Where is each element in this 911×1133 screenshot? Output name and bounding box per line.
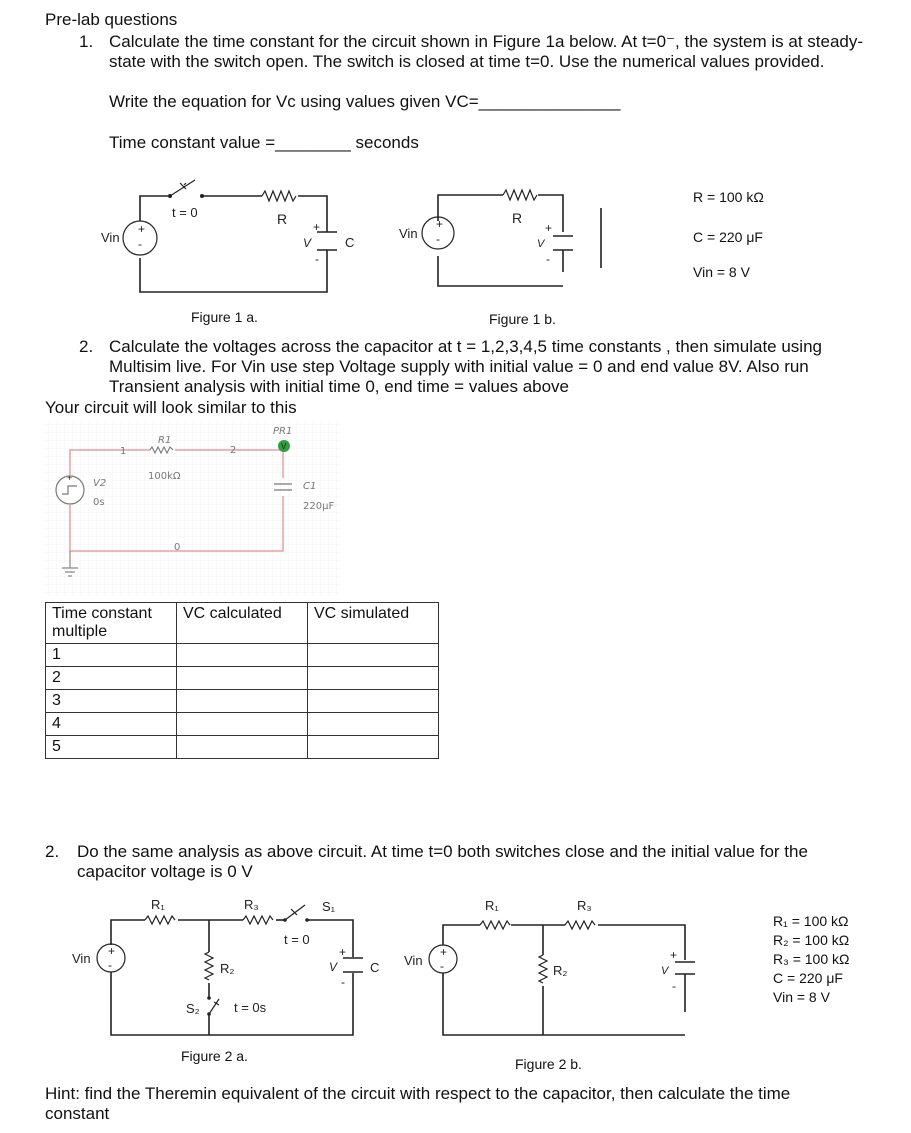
q2-number: 2.	[79, 337, 94, 356]
q1-number: 1.	[79, 32, 94, 51]
q2-line3: Transient analysis with initial time 0, end time = values above	[109, 377, 570, 396]
table-cell: 3	[46, 690, 177, 713]
q3-number: 2.	[45, 842, 60, 861]
fig1b-cap-minus: -	[546, 252, 550, 266]
value-r: R = 100 kΩ	[693, 189, 764, 205]
fig2a-src-plus: +	[108, 944, 116, 958]
fig2b-r3-icon	[565, 921, 595, 929]
multisim-r1-label: R1	[158, 435, 172, 446]
q3-line1: Do the same analysis as above circuit. At time t=0 both switches close and the initial value for the	[77, 842, 808, 861]
fig2a-s1-label: S₁	[322, 899, 336, 914]
multisim-c1-label: C1	[303, 481, 317, 492]
fig1a-r-label: R	[277, 211, 288, 227]
hint-line1: Hint: find the Theremin equivalent of the circuit with respect to the capacitor, then calculate the time	[45, 1084, 791, 1103]
fig1b-src-minus: -	[436, 232, 440, 246]
fig2a-cap-plus: +	[339, 945, 347, 959]
table-header-cell: VC calculated	[177, 603, 308, 644]
figure-1a-caption: Figure 1 a.	[191, 309, 258, 325]
fig2a-v-label: V	[329, 960, 338, 974]
q1-vc-equation: Write the equation for Vc using values given VC=_______________	[109, 92, 621, 111]
fig2a-s1-time: t = 0	[284, 932, 310, 947]
fig1a-v-label: V	[303, 236, 312, 250]
value2-r2: R₂ = 100 kΩ	[773, 932, 850, 948]
fig2b-r2-label: R₂	[553, 963, 568, 978]
fig2b-capacitor-icon	[675, 962, 695, 974]
q2-similar-note: Your circuit will look similar to this	[45, 398, 297, 417]
table-cell: 1	[46, 644, 177, 667]
fig2b-vin-label: Vin	[404, 953, 423, 968]
fig1b-cap-plus: +	[545, 221, 553, 235]
q3-line2: capacitor voltage is 0 V	[77, 862, 253, 881]
fig2b-wire-bottom	[443, 973, 685, 1035]
fig2a-s2-label: S₂	[186, 1001, 200, 1016]
fig1a-src-plus: +	[138, 222, 146, 236]
table-cell: 2	[46, 667, 177, 690]
fig1b-src-plus: +	[436, 217, 444, 231]
page-heading: Pre-lab questions	[45, 10, 178, 29]
fig2b-src-minus: -	[440, 959, 444, 973]
fig2b-cap-plus: +	[670, 948, 678, 962]
fig1a-cap-plus: +	[313, 220, 321, 234]
q2-line1: Calculate the voltages across the capacitor at t = 1,2,3,4,5 time constants , then simulate using	[109, 337, 822, 356]
fig2a-r2-label: R₂	[220, 961, 235, 976]
multisim-node-1: 1	[120, 446, 127, 457]
figure-2a-caption: Figure 2 a.	[181, 1048, 248, 1064]
multisim-c1-value: 220μF	[303, 501, 335, 512]
multisim-node-2: 2	[230, 445, 237, 456]
value-c: C = 220 μF	[693, 229, 763, 245]
multisim-src-plus: +	[67, 473, 73, 483]
multisim-node-0: 0	[174, 542, 181, 553]
figure-1b-caption: Figure 1 b.	[489, 311, 556, 327]
value2-r1: R₁ = 100 kΩ	[773, 913, 849, 929]
multisim-probe-glyph: V	[281, 442, 287, 451]
fig2b-wire-left	[443, 925, 480, 945]
table-header-cell: Time constant multiple	[46, 603, 177, 644]
multisim-v2-label: V2	[93, 478, 107, 489]
fig2b-v-label: V	[661, 965, 669, 977]
fig1a-switch-label: t = 0	[172, 205, 198, 220]
fig2b-cap-minus: -	[672, 979, 676, 993]
table-cell: 4	[46, 713, 177, 736]
fig2a-src-minus: -	[108, 958, 112, 972]
fig2a-cap-minus: -	[341, 975, 345, 989]
fig1b-v-label: V	[537, 238, 545, 250]
fig2b-r3-label: R₃	[577, 898, 592, 913]
fig1b-r-label: R	[512, 210, 523, 226]
fig2b-r1-icon	[480, 921, 510, 929]
hint-line2: constant	[45, 1104, 110, 1123]
table-header-cell: VC simulated	[308, 603, 439, 644]
q2-line2: Multisim live. For Vin use step Voltage supply with initial value = 0 and end value 8V. Also run	[109, 357, 809, 376]
fig2a-r1-label: R₁	[151, 897, 165, 912]
fig2b-src-plus: +	[440, 945, 448, 959]
q1-line1: Calculate the time constant for the circuit shown in Figure 1a below. At t=0⁻, the system is at steady-	[109, 32, 864, 51]
table-cell: 5	[46, 736, 177, 759]
value2-vin: Vin = 8 V	[773, 989, 830, 1005]
fig1a-c-label: C	[345, 235, 355, 250]
fig2a-vin-label: Vin	[72, 951, 91, 966]
fig2a-r3-label: R₃	[244, 897, 259, 912]
multisim-v2-value: 0s	[93, 497, 105, 508]
q1-line2: state with the switch open. The switch is closed at time t=0. Use the numerical values provided.	[109, 52, 825, 71]
fig1a-vin-label: Vin	[101, 230, 120, 245]
figure-2b-caption: Figure 2 b.	[515, 1056, 582, 1072]
fig1b-vin-label: Vin	[399, 226, 418, 241]
fig1a-src-minus: -	[138, 237, 142, 251]
q1-time-constant: Time constant value =________ seconds	[109, 133, 419, 152]
fig2b-r2-icon	[539, 955, 547, 983]
fig2b-r1-label: R₁	[485, 898, 499, 913]
value2-c: C = 220 μF	[773, 970, 843, 986]
value-vin: Vin = 8 V	[693, 264, 750, 280]
fig1a-cap-minus: -	[315, 252, 319, 266]
fig2a-s2-time: t = 0s	[234, 1000, 267, 1015]
multisim-r1-value: 100kΩ	[148, 471, 181, 482]
fig2a-c-label: C	[370, 960, 380, 975]
multisim-pr1-label: PR1	[273, 426, 293, 437]
value2-r3: R₃ = 100 kΩ	[773, 951, 850, 967]
